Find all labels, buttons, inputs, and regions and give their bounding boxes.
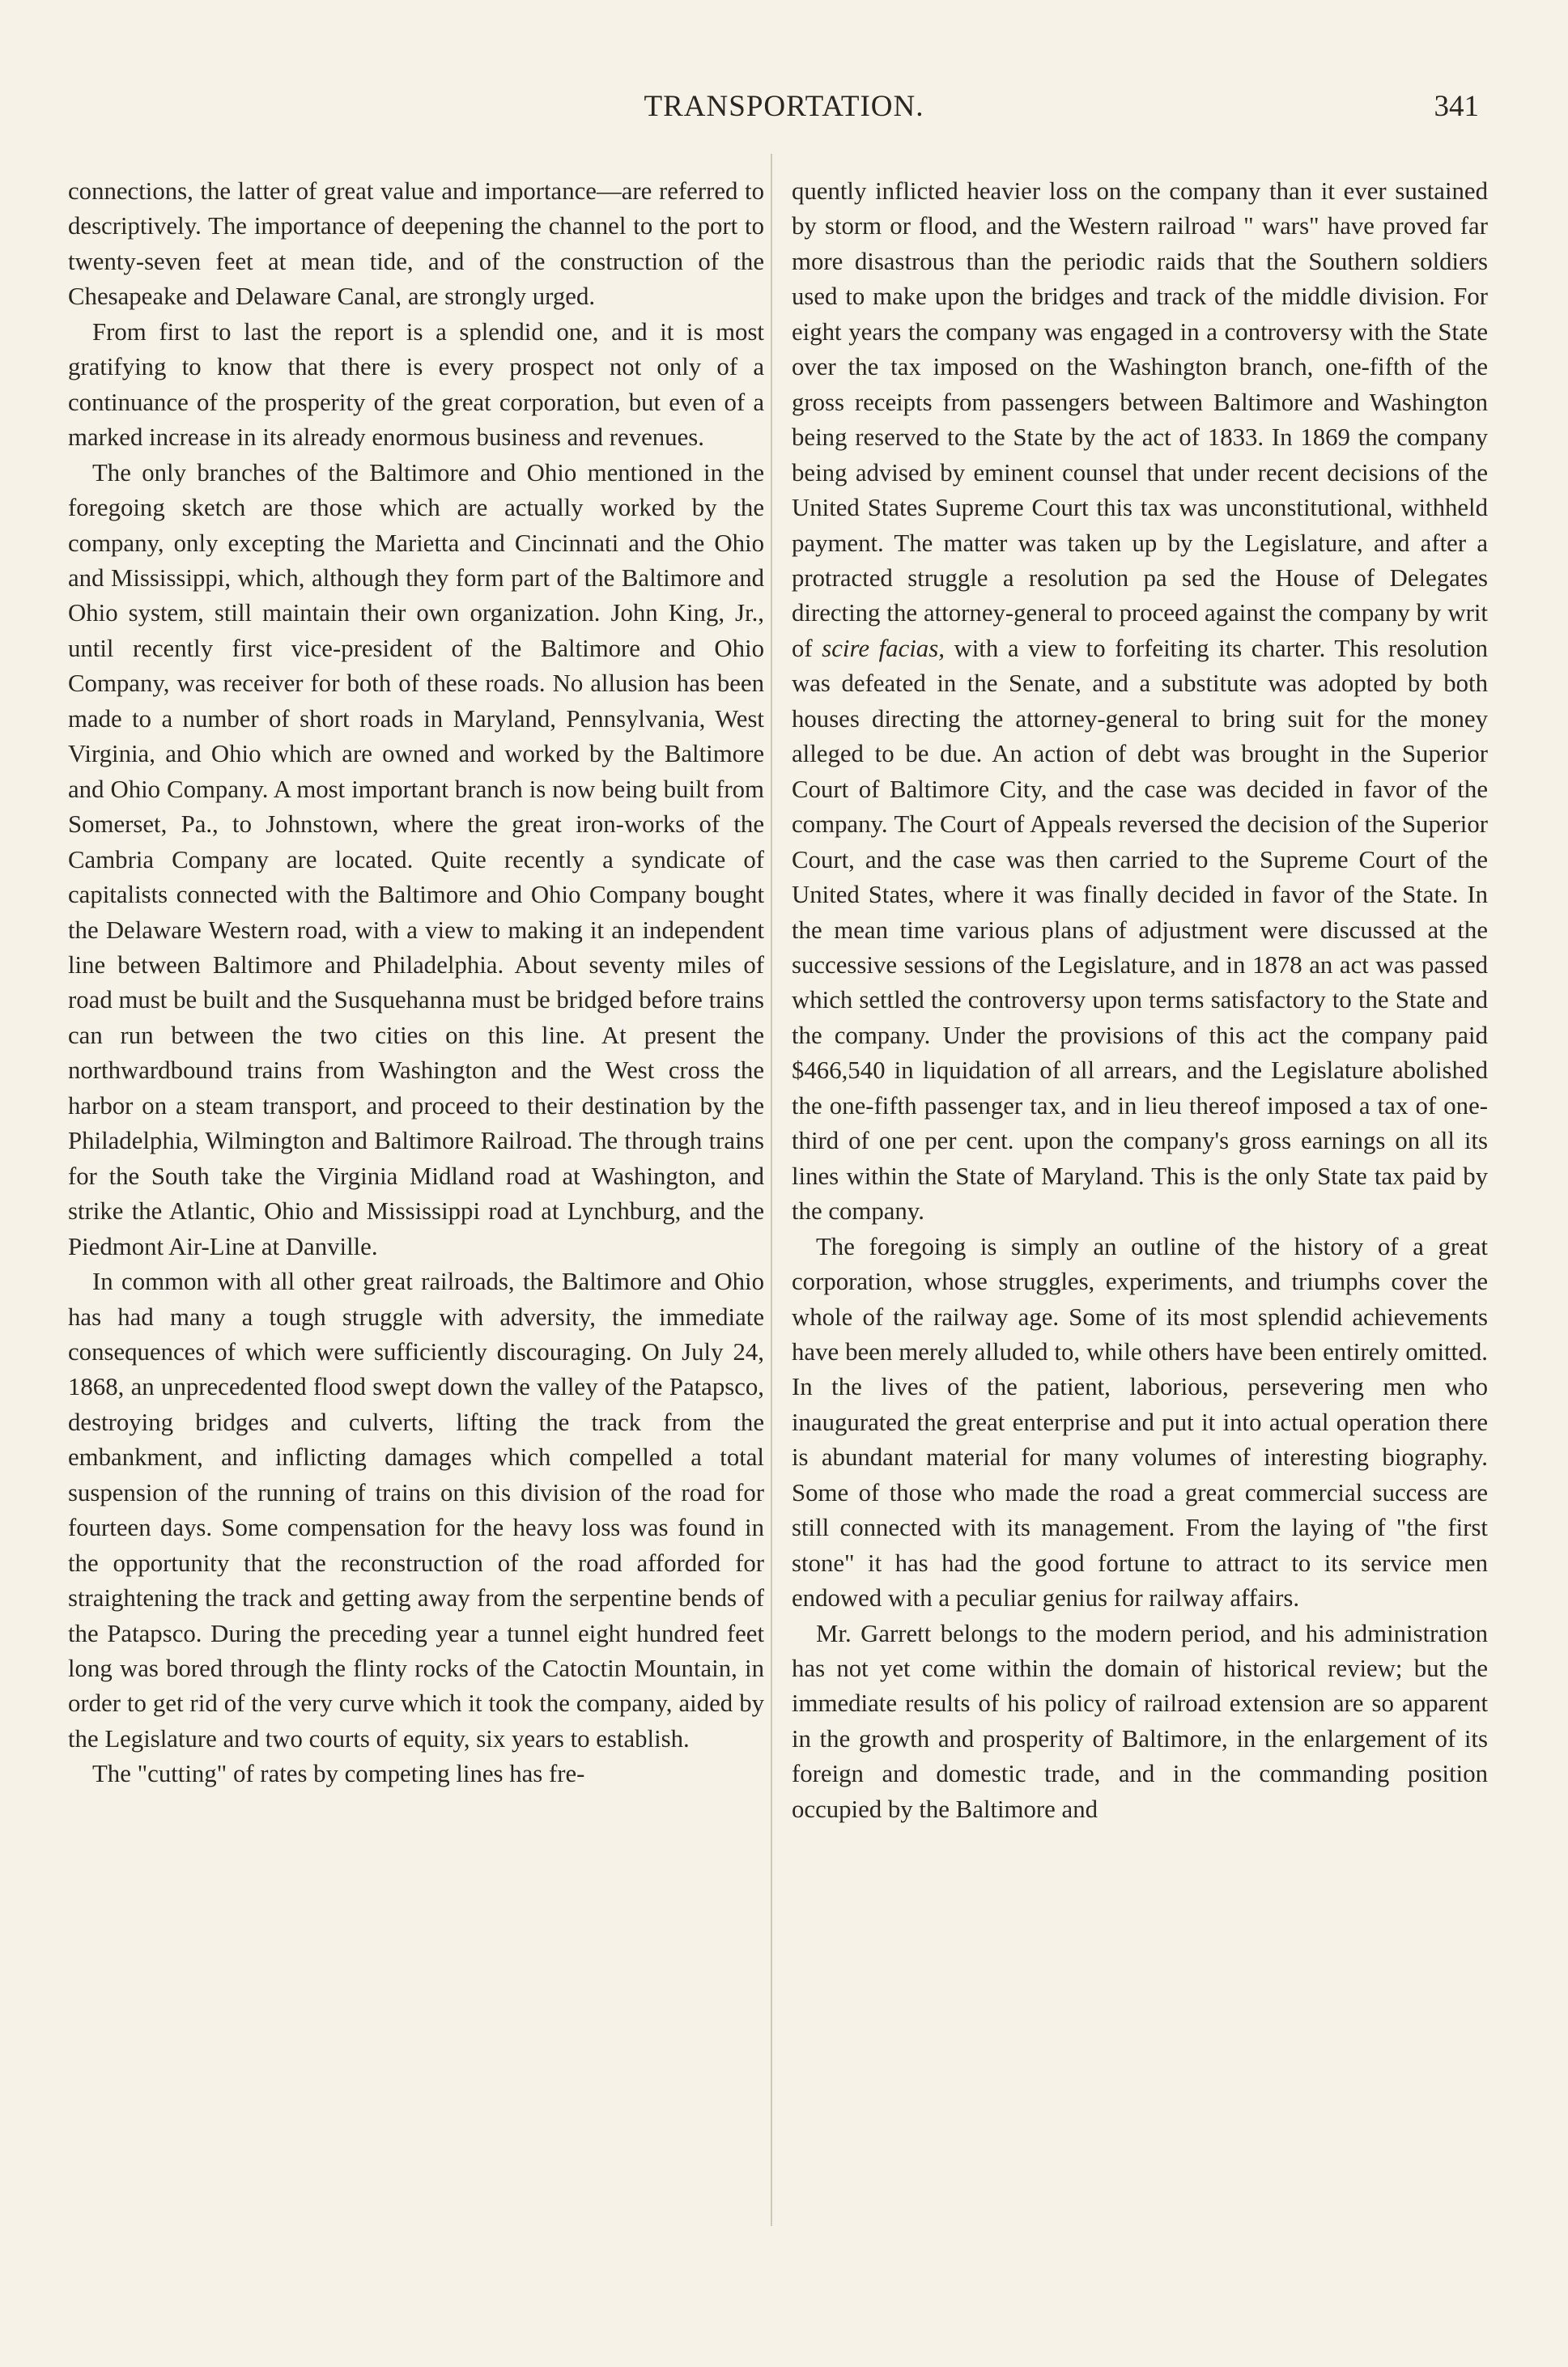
paragraph-text: quently inflicted heavier loss on the company than it ever sustained by storm or flood, and the Western railroad " wars" have proved far more disastrous than the periodic raids that the Southern soldiers used to make upon the bridges and track of the middle division. For eight years the company was engaged in a controversy with the State over the tax imposed on the Washington branch, one-fifth of the gross receipts from passengers between Baltimore and Washington being reserved to the State by the act of 1833. In 1869 the company being advised by eminent counsel that under recent decisions of the United States Supreme Court this tax was unconstitutional, withheld payment. The matter was taken up by the Legislature, and after a protracted struggle a resolution pa sed the House of Delegates directing the attorney-general to proceed against the company by writ of [792,177,1488,662]
paragraph [792,174,1488,1230]
paragraph: The only branches of the Baltimore and Ohio mentioned in the foregoing sketch are those which are actually worked by the company, only excepting the Marietta and Cincinnati and the Ohio and Mississippi, which, although they form part of the Baltimore and Ohio system, still maintain their own organization. John King, Jr., until recently first vice-president of the Baltimore and Ohio Company, was receiver for both of these roads. No allusion has been made to a number of short roads in Maryland, Pennsylvania, West Virginia, and Ohio which are owned and worked by the Baltimore and Ohio Company. A most important branch is now being built from Somerset, Pa., to Johnstown, where the great iron-works of the Cambria Company are located. Quite recently a syndicate of capitalists connected with the Baltimore and Ohio Company bought the Delaware Western road, with a view to making it an independent line between Baltimore and Philadelphia. About seventy miles of road must be built and the Susquehanna must be bridged before trains can run between the two cities on this line. At present the northwardbound trains from Washington and the West cross the harbor on a steam transport, and proceed to their destination by the Philadelphia, Wilmington and Baltimore Railroad. The through trains for the South take the Virginia Midland road at Washington, and strike the Atlantic, Ohio and Mississippi road at Lynchburg, and the Piedmont Air-Line at Danville. [68,458,764,1260]
running-head [0,87,1568,126]
paragraph: The "cutting" of rates by competing lines has fre- [92,1760,585,1788]
column-divider [771,154,772,2226]
paragraph: From first to last the report is a splendid one, and it is most gratifying to know that there is every prospect not only of a continuance of the prosperity of the great corporation, but even of a marked increase in its already enormous business and revenues. [68,317,764,452]
right-column [792,174,1488,1827]
running-head-title: TRANSPORTATION. [644,90,924,123]
paragraph: Mr. Garrett belongs to the modern period, and his administration has not yet come within the domain of historical review; but the immediate results of his policy of railroad extension are so apparent in the growth and prosperity of Baltimore, in the enlargement of its foreign and domestic trade, and in the commanding position occupied by the Baltimore and [792,1619,1488,1823]
italic-phrase: scire facias, [822,634,945,662]
paragraph-text: with a view to forfeiting its charter. This resolution was defeated in the Senate, and a substitute was adopted by both houses directing the attorney-general to bring suit for the money alleged to be due. An action of debt was brought in the Superior Court of Baltimore City, and the case was decided in favor of the company. The Court of Appeals reversed the decision of the Superior Court, and the case was then carried to the Supreme Court of the United States, where it was finally decided in favor of the State. In the mean time various plans of adjustment were discussed at the successive sessions of the Legislature, and in 1878 an act was passed which settled the controversy upon terms satisfactory to the State and the company. Under the provisions of this act the company paid $466,540 in liquidation of all arrears, and the Legislature abolished the one-fifth passenger tax, and in lieu thereof imposed a tax of one-third of one per cent. upon the company's gross earnings on all its lines within the State of Maryland. This is the only State tax paid by the company. [792,634,1488,1226]
paragraph: connections, the latter of great value and importance—are referred to descriptively. The importance of deepening the channel to the port to twenty-seven feet at mean tide, and of the construction of the Chesapeake and Delaware Canal, are strongly urged. [68,177,764,311]
left-column [68,174,764,1792]
paragraph: In common with all other great railroads, the Baltimore and Ohio has had many a tough struggle with adversity, the immediate consequences of which were sufficiently discouraging. On July 24, 1868, an unprecedented flood swept down the valley of the Patapsco, destroying bridges and culverts, lifting the track from the embankment, and inflicting damages which compelled a total suspension of the running of trains on this division of the road for fourteen days. Some compensation for the heavy loss was found in the opportunity that the reconstruction of the road afforded for straightening the track and getting away from the serpentine bends of the Patapsco. During the preceding year a tunnel eight hundred feet long was bored through the flinty rocks of the Catoctin Mountain, in order to get rid of the very curve which it took the company, aided by the Legislature and two courts of equity, six years to establish. [68,1268,764,1753]
paragraph: The foregoing is simply an outline of the history of a great corporation, whose struggles, experiments, and triumphs cover the whole of the railway age. Some of its most splendid achievements have been merely alluded to, while others have been entirely omitted. In the lives of the patient, laborious, persevering men who inaugurated the great enterprise and put it into actual operation there is abundant material for many volumes of interesting biography. Some of those who made the road a great commercial success are still connected with its management. From the laying of "the first stone" it has had the good fortune to attract to its service men endowed with a peculiar genius for railway affairs. [792,1232,1488,1613]
page-number: 341 [1434,90,1479,123]
